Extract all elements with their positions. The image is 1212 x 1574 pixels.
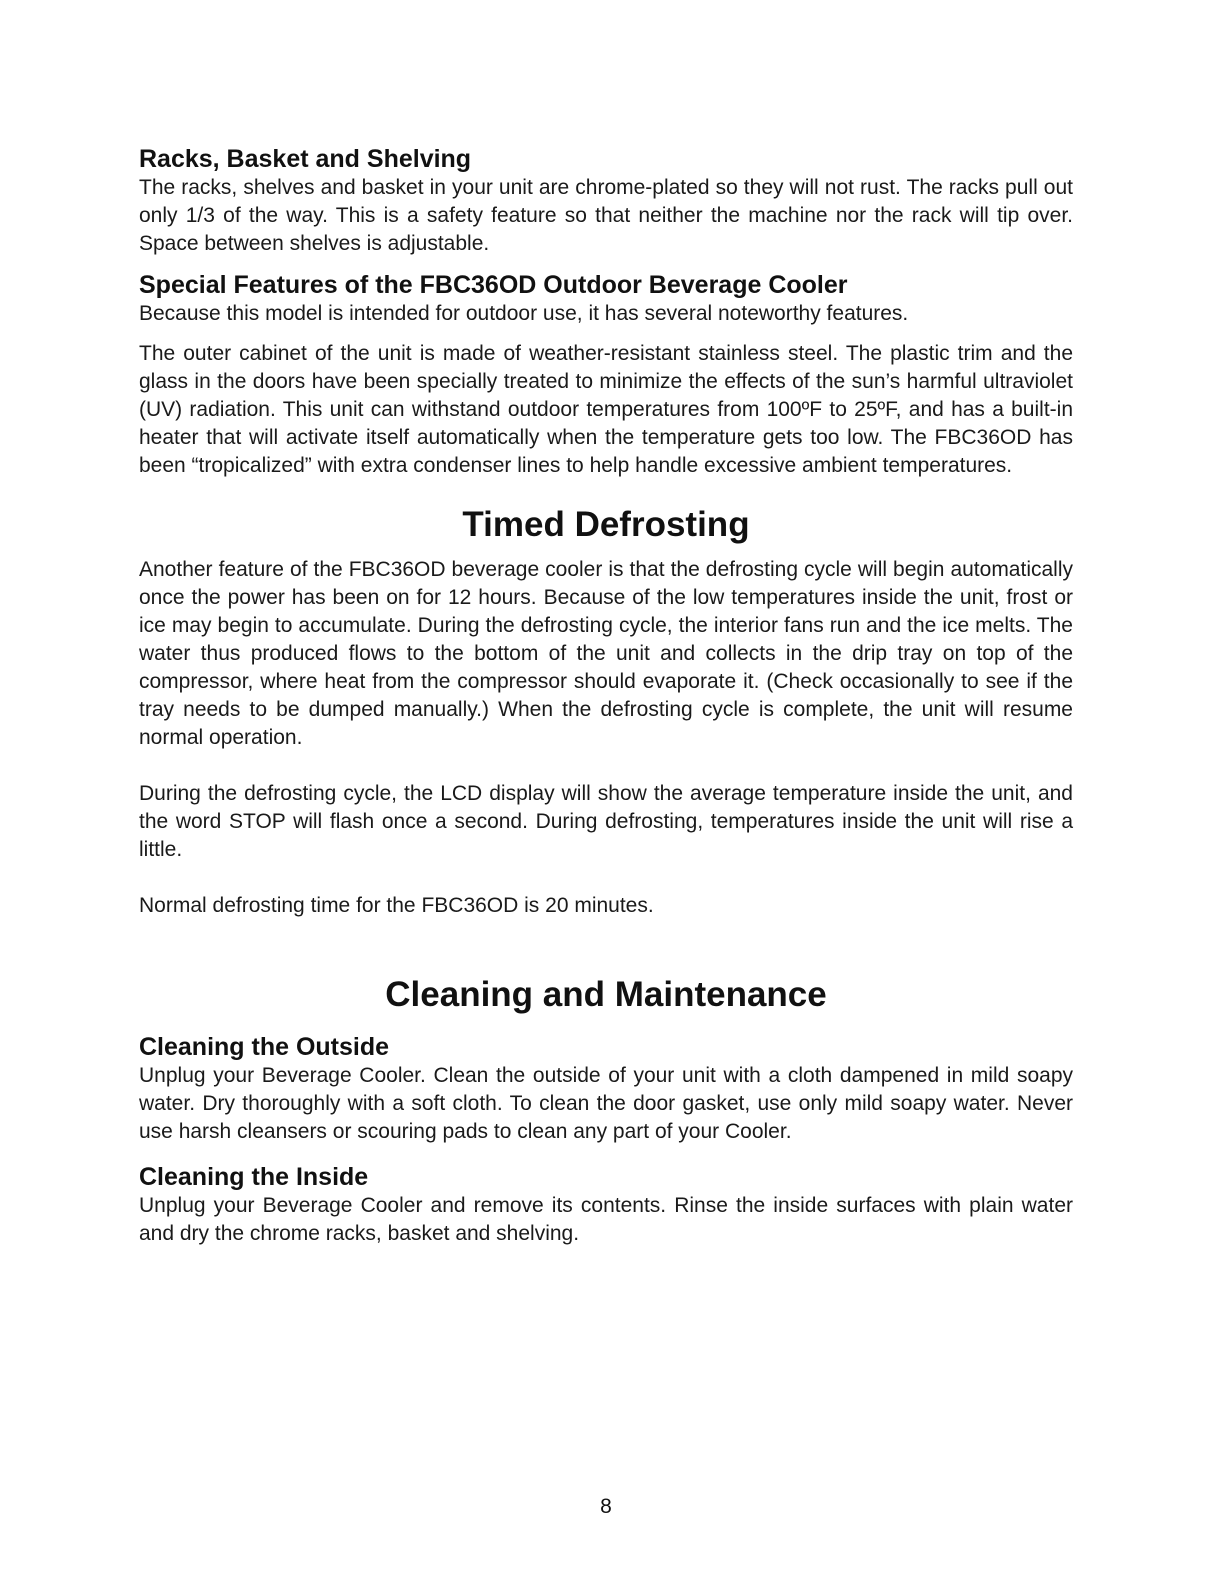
page-number: 8 [600, 1495, 612, 1518]
cleaning-outside-heading: Cleaning the Outside [139, 1033, 390, 1061]
spacer [139, 752, 1073, 780]
timed-defrosting-para2: During the defrosting cycle, the LCD display will show the average temperature inside the unit, and the word STOP will flash once a second. During defrosting, temperatures inside the unit will rise a little. [139, 782, 1073, 861]
spacer [139, 1016, 1073, 1032]
timed-defrosting-title: Timed Defrosting [462, 505, 750, 544]
spacer [139, 258, 1073, 270]
special-features-intro: Because this model is intended for outdoor use, it has several noteworthy features. [139, 302, 909, 325]
racks-body: The racks, shelves and basket in your unit are chrome-plated so they will not rust. The racks pull out only 1/3 of the way. This is a safety feature so that neither the machine nor the rack will tip over. Space between shelves is adjustable. [139, 176, 1073, 255]
cleaning-title: Cleaning and Maintenance [385, 975, 827, 1014]
racks-heading: Racks, Basket and Shelving [139, 145, 472, 173]
timed-defrosting-para1: Another feature of the FBC36OD beverage cooler is that the defrosting cycle will begin automatically once the power has been on for 12 hours. Because of the low temperatures inside the unit, frost or ice may begin to accumulate. During the defrosting cycle, the interior fans run and the ice melts. The water thus produced flows to the bottom of the unit and collects in the drip tray on top of the compressor, where heat from the compressor should evaporate it. (Check occasionally to see if the tray needs to be dumped manually.) When the defrosting cycle is complete, the unit will resume normal operation. [139, 558, 1073, 749]
special-features-heading: Special Features of the FBC36OD Outdoor Beverage Cooler [139, 271, 848, 299]
cleaning-outside-body: Unplug your Beverage Cooler. Clean the outside of your unit with a cloth dampened in mild soapy water. Dry thoroughly with a soft cloth. To clean the door gasket, use only mild soapy water. Never use harsh cleansers or scouring pads to clean any part of your Cooler. [139, 1064, 1073, 1143]
spacer [139, 546, 1073, 556]
document-page [139, 144, 1073, 1248]
spacer [139, 920, 1073, 974]
spacer [139, 328, 1073, 340]
cleaning-inside-body: Unplug your Beverage Cooler and remove its contents. Rinse the inside surfaces with plain water and dry the chrome racks, basket and shelving. [139, 1194, 1073, 1245]
spacer [139, 864, 1073, 892]
spacer [139, 480, 1073, 504]
special-features-body: The outer cabinet of the unit is made of weather-resistant stainless steel. The plastic trim and the glass in the doors have been specially treated to minimize the effects of the sun’s harmful ultraviolet (UV) radiation. This unit can withstand outdoor temperatures from 100ºF to 25ºF, and has a built-in heater that will activate itself automatically when the temperature gets too low. The FBC36OD has been “tropicalized” with extra condenser lines to help handle excessive ambient temperatures. [139, 342, 1073, 477]
cleaning-inside-heading: Cleaning the Inside [139, 1163, 369, 1191]
timed-defrosting-para3: Normal defrosting time for the FBC36OD is 20 minutes. [139, 894, 654, 917]
spacer [139, 1146, 1073, 1162]
